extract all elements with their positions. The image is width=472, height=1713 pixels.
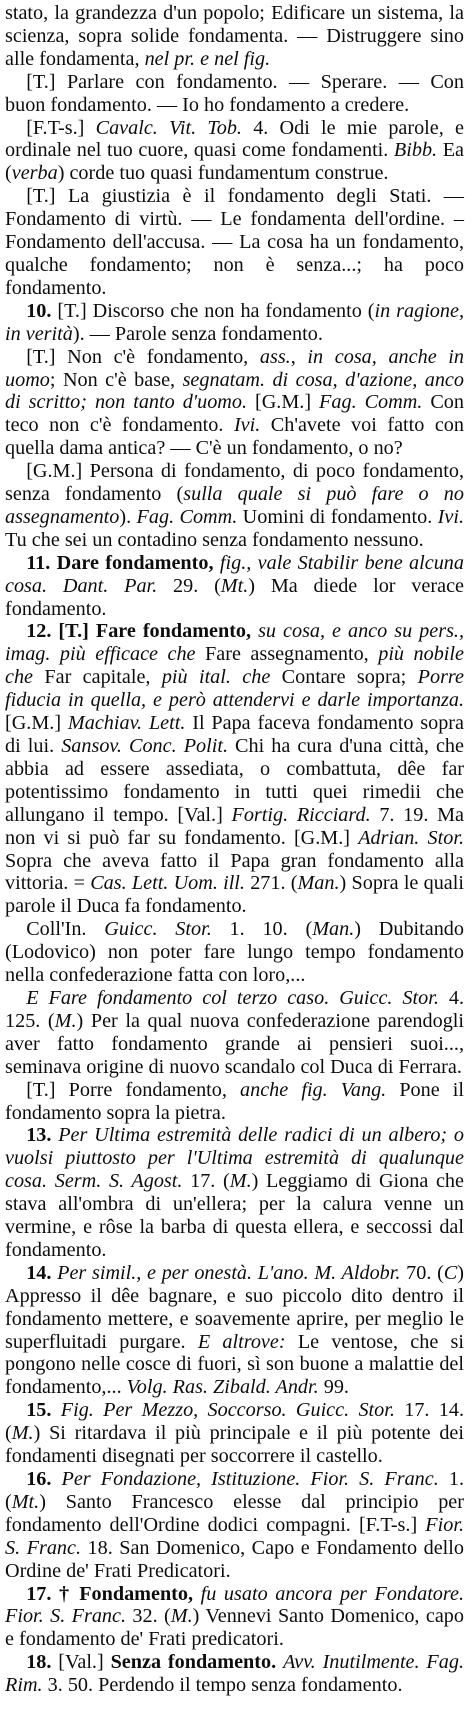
text-run: [G.M.] Persona di fondamento, di poco fondamento, senza fondamento ( bbox=[5, 460, 464, 506]
italic-run: ass. bbox=[259, 345, 291, 368]
text-run: Ea ( bbox=[5, 139, 464, 185]
entry-continuation bbox=[5, 2, 464, 71]
italic-run: Per Ultima estremità delle radici di un albero; o vuolsi piuttosto per l'Ultima estremità di qualunque cosa. Serm. S. Agost. bbox=[5, 1124, 464, 1193]
entry-paragraph bbox=[5, 460, 464, 552]
text-run: 7. 19. Ma non vi si può far su fondamento. [G.M.] bbox=[5, 803, 464, 849]
bold-run: 18. bbox=[26, 1651, 52, 1674]
entry-paragraph bbox=[5, 918, 464, 987]
text-run: Uomini di fondamento. bbox=[237, 505, 438, 528]
bold-run: 17. † Fondamento, bbox=[26, 1582, 194, 1605]
bold-run: 10. bbox=[26, 299, 52, 322]
italic-run: Fag. Comm. bbox=[136, 505, 238, 528]
italic-run: C bbox=[443, 1261, 458, 1284]
italic-run: verba bbox=[11, 162, 58, 185]
italic-run: Fag. Comm. bbox=[319, 391, 423, 414]
text-run: Sopra che aveva fatto il Papa gran fondamento alla vittoria. = bbox=[5, 849, 464, 895]
italic-run: M. bbox=[229, 1170, 252, 1193]
sense-13 bbox=[5, 1124, 464, 1261]
text-run bbox=[193, 1583, 201, 1605]
text-run: Tu che sei un contadino senza fondamento nessuno. bbox=[5, 528, 424, 551]
text-run: Pone il fondamento sopra la pietra. bbox=[5, 1078, 465, 1124]
text-run: 4. 125. ( bbox=[5, 986, 465, 1032]
entry-paragraph bbox=[5, 71, 464, 117]
italic-run: più nobile che bbox=[5, 643, 464, 689]
text-run: ) Ma diede lor verace fondamento. bbox=[5, 574, 464, 620]
text-run: Chi ha cura d'una città, che abbia ad essere assediata, o combattuta, dêe far potentissimo fondamento in tutti quei rimedii che allungano il tempo. [Val.] bbox=[5, 735, 464, 826]
sense-12 bbox=[5, 620, 464, 918]
italic-run: M. bbox=[54, 1009, 77, 1032]
italic-run: Mt. bbox=[220, 574, 249, 597]
text-run: ) Santo Francesco elesse dal principio per fondamento dell'Ordine dodici compagni. [F.T-s.] bbox=[5, 1490, 464, 1536]
text-run: [G.M.] bbox=[247, 391, 320, 414]
text-run: Contare sopra; bbox=[270, 666, 418, 689]
text-run: 70. ( bbox=[400, 1261, 444, 1284]
text-run: Far capitale, bbox=[33, 666, 162, 689]
text-run bbox=[51, 1468, 61, 1490]
entry-paragraph bbox=[5, 346, 464, 461]
italic-run: Avv. Inutilmente. Fag. Rim. bbox=[5, 1651, 465, 1697]
text-run: 1. ( bbox=[5, 1468, 464, 1513]
text-run: ) Leggiamo di Giona che stava all'ombra di un'ellera; per la calura venne un vermine, e rôse la barba di questa ellera, e seccossi dal fondamento. bbox=[5, 1170, 464, 1261]
italic-run: fu usato ancora per Fondatore. Fior. S. Franc. bbox=[5, 1582, 465, 1628]
bold-run: Senza fondamento. bbox=[110, 1651, 277, 1674]
italic-run: nel pr. e nel fig. bbox=[144, 47, 271, 70]
text-run: 4. Odi le mie parole, e ordinale nel tuo cuore, quasi come fondamenti. bbox=[5, 116, 464, 162]
text-run: 17. 14. ( bbox=[5, 1399, 465, 1445]
text-run: stato, la grandezza d'un popolo; Edificare un sistema, la scienza, sopra solide fondamenta. — Distruggere sino alle fondamenta, bbox=[5, 2, 464, 70]
italic-run: Adrian. Stor. bbox=[358, 826, 465, 849]
text-run bbox=[51, 1399, 60, 1421]
italic-run: anche fig. Vang. bbox=[240, 1078, 387, 1101]
text-run: 271. ( bbox=[244, 872, 298, 895]
italic-run: E Fare fondamento bbox=[26, 986, 193, 1009]
italic-run: Fig. Per Mezzo, Soccorso. Guicc. Stor. bbox=[60, 1399, 395, 1422]
text-run: ) Appresso il dêe bagnare, e suo piccolo dito dentro il fondamento mettere, e soavemente aprire, per meglio le superfluitadi purgare. bbox=[5, 1261, 464, 1353]
italic-run: Fior. S. Franc. bbox=[5, 1513, 464, 1559]
italic-run: Man. bbox=[312, 918, 355, 941]
sense-11 bbox=[5, 552, 464, 621]
italic-run: Per simil., e per onestà. L'ano. M. Aldobr. bbox=[57, 1261, 401, 1284]
italic-run: E altrove: bbox=[197, 1330, 286, 1353]
italic-run: più ital. che bbox=[161, 666, 271, 689]
text-run bbox=[192, 987, 202, 1009]
text-run: 18. San Domenico, Capo e Fondamento dello Ordine de' Frati Predicatori. bbox=[5, 1536, 464, 1582]
italic-run: in cosa, anche in uomo bbox=[5, 345, 464, 391]
entry-paragraph bbox=[5, 987, 464, 1079]
text-run: 1. 10. ( bbox=[211, 918, 313, 941]
text-run: Fare assegnamento, bbox=[195, 643, 379, 666]
text-run: [T.] La giustizia è il fondamento degli Stati. — Fondamento di virtù. — Le fondamenta dell'ordine. – Fondamento dell'accusa. — La cosa ha un fondamento, qualche fondamento; non è senza...; ha poco fondamento. bbox=[5, 185, 464, 299]
text-run: ) corde tuo quasi fundamentum construe. bbox=[57, 162, 389, 185]
italic-run: Machiav. Lett. bbox=[67, 712, 186, 735]
italic-run: segnatam. di cosa, d'azione, anco di scritto; non tanto d'uomo. bbox=[5, 368, 464, 414]
text-run: 3. 50. Perdendo il tempo senza fondamento. bbox=[42, 1674, 403, 1697]
bold-run: 15. bbox=[26, 1399, 52, 1422]
italic-run: Cas. Lett. Uom. ill. bbox=[90, 872, 245, 895]
italic-run: Cavalc. Vit. Tob. bbox=[95, 116, 242, 139]
bold-run: 11. Dare fondamento, bbox=[26, 551, 214, 574]
italic-run: Ivi. bbox=[233, 414, 261, 437]
text-run bbox=[276, 1651, 283, 1673]
sense-18 bbox=[5, 1651, 464, 1697]
text-run: Ch'avete voi fatto con quella dama antica? — C'è un fondamento, o no? bbox=[5, 414, 464, 460]
text-run: [Val.] bbox=[51, 1651, 111, 1674]
bold-run: 12. [T.] Fare fondamento, bbox=[26, 620, 252, 643]
text-run: Con teco non c'è fondamento. bbox=[5, 391, 464, 437]
italic-run: Per Fondazione, Istituzione. Fior. S. Franc. bbox=[61, 1468, 439, 1490]
text-run: ). — Parole senza fondamento. bbox=[72, 322, 323, 345]
italic-run: Guicc. Stor. bbox=[104, 918, 212, 941]
italic-run: Man. bbox=[297, 872, 340, 895]
italic-run: su cosa, e anco su pers., imag. più efficace che bbox=[5, 620, 465, 666]
entry-paragraph bbox=[5, 1079, 464, 1125]
italic-run: Mt. bbox=[11, 1490, 40, 1513]
italic-run: Porre fiducia in quella, e però attendervi e darle importanza. bbox=[5, 666, 464, 712]
sense-16 bbox=[5, 1468, 464, 1583]
italic-run: M. bbox=[170, 1605, 193, 1628]
italic-run: Bibb. bbox=[393, 139, 438, 162]
text-run: [T.] Parlare con fondamento. — Sperare. — Con buon fondamento. — Io ho fondamento a credere. bbox=[5, 70, 464, 116]
text-run: [F.T-s.] bbox=[26, 116, 96, 139]
text-run: Le ventose, che si pongono nelle cosce di fuori, sì son buone a malattie del fondamento,... bbox=[5, 1330, 464, 1399]
text-run: Il Papa faceva fondamento sopra di lui. bbox=[5, 712, 464, 757]
text-run: Coll'In. bbox=[26, 918, 105, 941]
bold-run: 14. bbox=[26, 1261, 52, 1284]
italic-run: Volg. Ras. Zibald. Andr. bbox=[126, 1376, 319, 1399]
text-run: ) Sopra le quali parole il Duca fa fondamento. bbox=[5, 872, 464, 918]
sense-10 bbox=[5, 300, 464, 346]
text-run: [G.M.] bbox=[5, 712, 68, 735]
text-run: 29. ( bbox=[157, 574, 221, 597]
text-run: [T.] Non c'è fondamento, bbox=[26, 345, 260, 368]
text-run: 32. ( bbox=[126, 1605, 171, 1628]
bold-run: 13. bbox=[26, 1124, 52, 1147]
text-run: 99. bbox=[318, 1376, 349, 1399]
italic-run: sulla quale si può fare o no assegnamento bbox=[5, 483, 464, 528]
italic-run: col terzo caso. Guicc. Stor. bbox=[202, 986, 439, 1009]
text-run: ) Per la qual nuova confederazione parendogli aver fatto fondamento grande ai pensieri suoi..., seminava origine di nuovo scandalo col Duca di Ferrara. bbox=[5, 1009, 464, 1078]
text-run: ) Dubitando (Lodovico) non poter fare lungo tempo fondamento nella confederazione fatta con loro,... bbox=[5, 918, 464, 987]
sense-15 bbox=[5, 1399, 464, 1468]
text-run: [T.] Porre fondamento, bbox=[26, 1078, 241, 1101]
italic-run: Fortig. Ricciard. bbox=[231, 803, 371, 826]
italic-run: M. bbox=[11, 1422, 34, 1445]
text-run: ) Vennevi Santo Domenico, capo e fondamento de' Frati predicatori. bbox=[5, 1605, 464, 1651]
italic-run: Ivi. bbox=[437, 505, 464, 528]
text-run: ). bbox=[119, 505, 137, 528]
entry-paragraph bbox=[5, 117, 464, 186]
italic-run: Sansov. Conc. Polit. bbox=[61, 735, 228, 757]
text-run: ) Si ritardava il più principale e il più potente dei fondamenti disegnati per soccorrere il castello. bbox=[5, 1422, 464, 1468]
italic-run: fig., vale Stabilir bene alcuna cosa. Dant. Par. bbox=[5, 551, 464, 597]
text-run: 17. ( bbox=[182, 1170, 230, 1193]
sense-17 bbox=[5, 1583, 464, 1652]
bold-run: 16. bbox=[26, 1468, 52, 1490]
sense-14 bbox=[5, 1262, 464, 1399]
entry-paragraph bbox=[5, 185, 464, 300]
text-run: ; Non c'è base, bbox=[49, 368, 183, 391]
text-run: , bbox=[290, 345, 308, 368]
italic-run: in ragione, in verità bbox=[5, 299, 464, 345]
text-run: [T.] Discorso che non ha fondamento ( bbox=[51, 299, 375, 322]
